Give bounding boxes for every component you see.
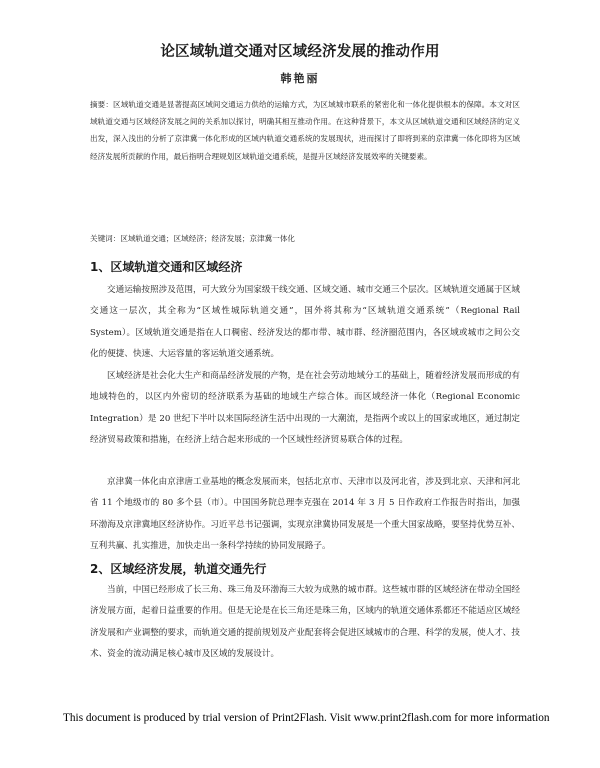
document-title: 论区域轨道交通对区域经济发展的推动作用 bbox=[160, 44, 440, 60]
section-1-paragraph-1: 交通运输按照涉及范围，可大致分为国家级干线交通、区域交通、城市交通三个层次。区域轨道交通属于区域交通这一层次，其全称为“区域性城际轨道交通”，国外将其称为“区域轨道交通系统”（Regional Rail System）。区域轨道交通是指在人口稠密、经济发达的都市带、城市群、经济圈范围内，各区域或城市之间公交化的便捷、快速、大运容量的客运轨道交通系统。 bbox=[90, 285, 520, 360]
author-name: 韩艳丽 bbox=[280, 72, 320, 85]
keywords-line: 关键词：区域轨道交通；区域经济；经济发展；京津冀一体化 bbox=[90, 234, 296, 243]
abstract-text: 摘要：区域轨道交通是显著提高区域间交通运力供给的运输方式，为区域城市联系的紧密化和一体化提供根本的保障。本文对区域轨道交通与区域经济发展之间的关系加以探讨，明确其相互推动作用。在这种背景下，本文从区域轨道交通和区域经济的定义出发，深入浅出的分析了京津冀一体化形成的区域内轨道交通系统的发展现状，进而探讨了即将到来的京津冀一体化即将为区域经济发展所贡献的作用，最后指明合理规划区域轨道交通系统，是提升区域经济发展效率的关键要素。 bbox=[90, 100, 520, 161]
trial-watermark-notice: This document is produced by trial version of Print2Flash. Visit www.print2flash.com for more information bbox=[63, 712, 550, 724]
section-2-paragraph-1: 当前，中国已经形成了长三角、珠三角及环渤海三大较为成熟的城市群。这些城市群的区域经济在带动全国经济发展方面，起着日益重要的作用。但是无论是在长三角还是珠三角，区域内的轨道交通体系都还不能适应区域经济发展和产业调整的要求，而轨道交通的提前规划及产业配套将会促进区域城市的合理、科学的发展，使人才、技术、资金的流动满足核心城市及区域的发展设计。 bbox=[90, 585, 520, 660]
section-1-paragraph-3: 京津冀一体化由京津唐工业基地的概念发展而来，包括北京市、天津市以及河北省，涉及到北京、天津和河北省 11 个地级市的 80 多个县（市）。中国国务院总理李克强在 2014 年 3 月 5 日作政府工作报告时指出，加强环渤海及京津冀地区经济协作。习近平总书记强调，实现京津冀协同发展是一个重大国家战略，要坚持优势互补、互利共赢、扎实推进，加快走出一条科学持续的协同发展路子。 bbox=[90, 477, 520, 552]
section-2-heading: 2、区域经济发展，轨道交通先行 bbox=[90, 562, 267, 576]
section-1-heading: 1、区域轨道交通和区域经济 bbox=[90, 260, 243, 274]
section-1-paragraph-2: 区域经济是社会化大生产和商品经济发展的产物，是在社会劳动地域分工的基础上，随着经济发展而形成的有地域特色的，以区内外密切的经济联系为基础的地域生产综合体。而区域经济一体化（Regional Economic Integration）是 20 世纪下半叶以来国际经济生活中出现的一大潮流，是指两个或以上的国家或地区，通过制定经济贸易政策和措施，在经济上结合起来形成的一个区域性经济贸易联合体的过程。 bbox=[90, 371, 520, 446]
